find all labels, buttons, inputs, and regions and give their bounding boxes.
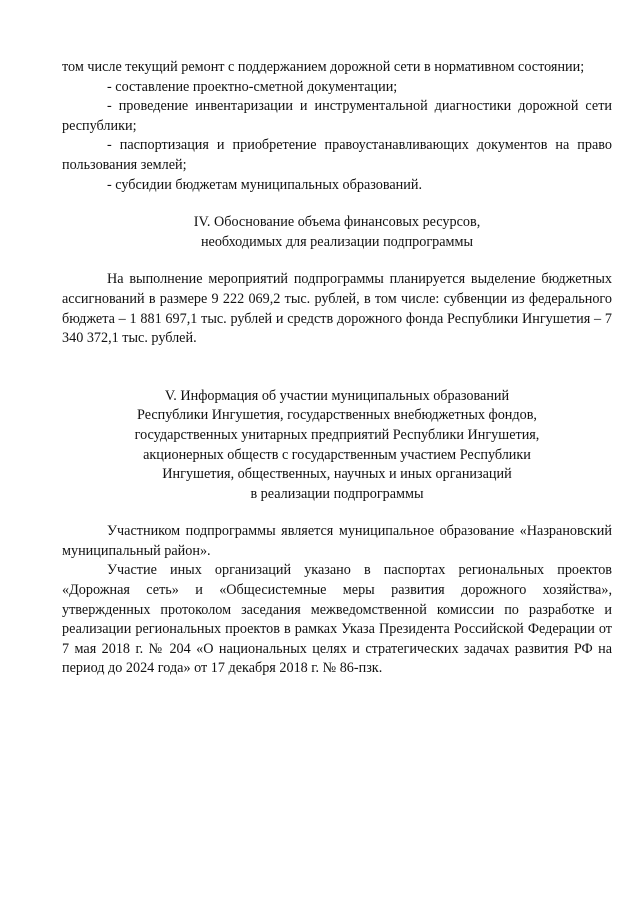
section-5-heading-line-4: акционерных обществ с государственным участием Республики	[143, 446, 531, 463]
list-item-municipal-subsidies: - субсидии бюджетам муниципальных образований.	[107, 176, 422, 193]
section-4-heading-line-1: IV. Обоснование объема финансовых ресурсов,	[193, 214, 481, 231]
section-4-heading	[62, 213, 612, 252]
section-5-body-participant: Участником подпрограммы является муниципальное образование «Назрановский муниципальный район».	[62, 523, 612, 559]
list-item-certification-land-rights: - паспортизация и приобретение правоустанавливающих документов на право пользования землей;	[62, 137, 612, 173]
section-5-body-other-organizations: Участие иных организаций указано в паспортах региональных проектов «Дорожная сеть» и «Общесистемные меры развития дорожного хозяйства», утвержденных протоколом заседания межведомственной комиссии по разработке и реализации региональных проектов в рамках Указа Президента Российской Федерации от 7 мая 2018 г. № 204 «О национальных целях и стратегических задачах развития РФ на период до 2024 года» от 17 декабря 2018 г. № 86-пзк.	[62, 562, 612, 677]
section-5-heading-line-5: Ингушетия, общественных, научных и иных организаций	[162, 466, 512, 483]
list-item-design-docs: - составление проектно-сметной документации;	[107, 78, 398, 95]
section-5-heading-line-2: Республики Ингушетия, государственных внебюджетных фондов,	[137, 407, 537, 424]
section-5-heading-line-1: V. Информация об участии муниципальных образований	[164, 387, 510, 404]
section-5-heading-line-6: в реализации подпрограммы	[250, 485, 424, 502]
section-4-heading-line-2: необходимых для реализации подпрограммы	[200, 233, 474, 250]
paragraph-intro-continuation: том числе текущий ремонт с поддержанием дорожной сети в нормативном состоянии;	[62, 59, 585, 75]
list-item-inventory-diagnostics: - проведение инвентаризации и инструментальной диагностики дорожной сети республики;	[62, 98, 612, 134]
section-4-body: На выполнение мероприятий подпрограммы планируется выделение бюджетных ассигнований в размере 9 222 069,2 тыс. рублей, в том числе: субвенции из федерального бюджета – 1 881 697,1 тыс. рублей и средств дорожного фонда Республики Ингушетия – 7 340 372,1 тыс. рублей.	[62, 271, 612, 347]
section-5-heading-line-3: государственных унитарных предприятий Республики Ингушетия,	[134, 426, 540, 443]
section-5-heading	[62, 387, 612, 505]
document-body	[62, 58, 612, 679]
